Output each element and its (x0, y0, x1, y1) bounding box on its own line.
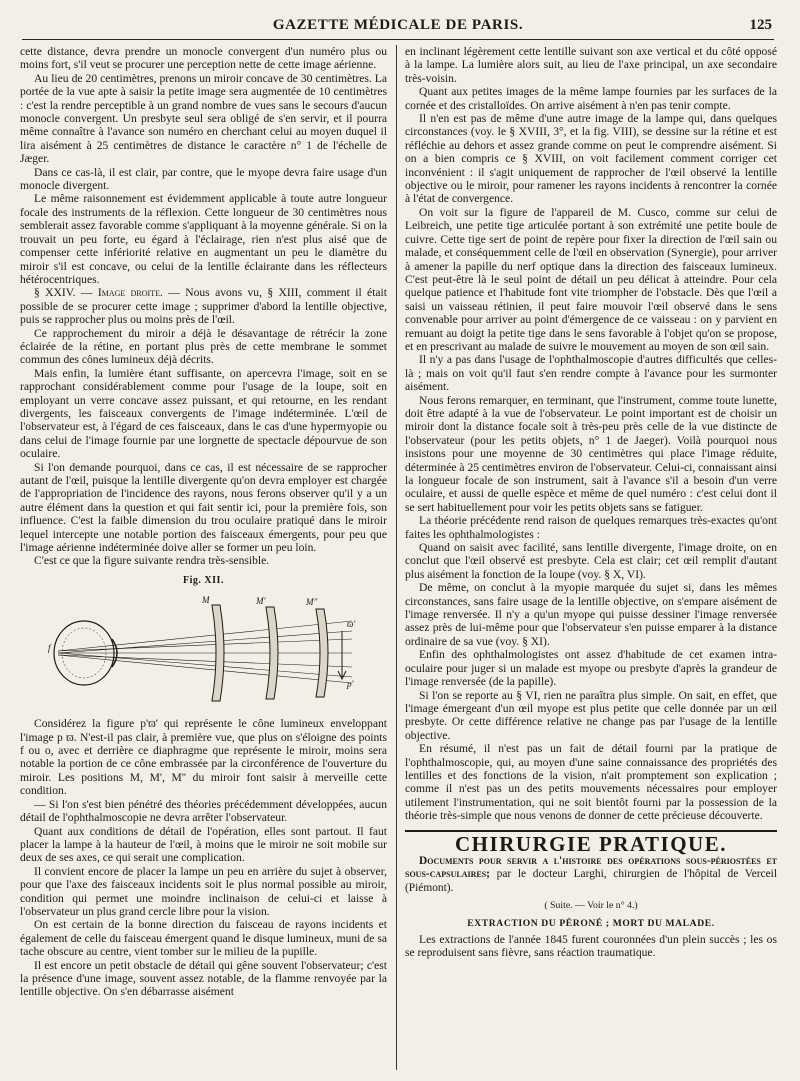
paragraph: On est certain de la bonne direction du faisceau de rayons incidents et également de celle du faisceau émergent quand le disque lumineux, muni de sa tache obscure au centre, vient tomber sur le milieu de la pupille. (20, 918, 387, 959)
paragraph: Dans ce cas-là, il est clair, par contre, que le myope devra faire usage d'un monocle divergent. (20, 165, 387, 193)
page-header (22, 17, 774, 40)
right-column (405, 45, 777, 1075)
column-divider (396, 45, 397, 1070)
subsection-heading: EXTRACTION DU PÉRONÉ ; MORT DU MALADE. (467, 917, 715, 929)
label-p-prime: ϖ' (346, 619, 355, 630)
paragraph: Il convient encore de placer la lampe un peu en arrière du sujet à observer, pour que l'axe des faisceaux incidents soit le plus normal possible au miroir, condition qui permet une moindre inclinaison de celui-ci et laisse à l'observateur un plus grand cercle libre pour la vision. (20, 864, 387, 918)
paragraph: Quant aux conditions de détail de l'opération, elles sont partout. Il faut placer la lampe à la hauteur de l'œil, à moins que le miroir ne soit mobile sur deux de ses axes, ce qui serait une complication. (20, 824, 387, 865)
section-heading: Image droite. (97, 286, 163, 300)
paragraph: Il n'y a pas dans l'usage de l'ophthalmoscopie d'autres difficultés que celles-là ; mais on voit qu'il faut s'en rendre compte à l'avance pour les surmonter aisément. (405, 353, 777, 394)
section-number: § XXIV. — (34, 286, 98, 300)
paragraph: La théorie précédente rend raison de quelques remarques très-exactes qu'ont faites les ophthalmologistes : (405, 514, 777, 541)
label-p: p' (346, 679, 353, 690)
paragraph: Les extractions de l'année 1845 furent couronnées d'un plein succès ; les os se reproduisent sans fièvre, sans réaction traumatique. (405, 933, 777, 960)
paragraph: On voit sur la figure de l'appareil de M. Cusco, comme sur celui de Leibreich, une petite tige articulée portant à son extrémité une petite boule de cuivre. Cette tige sert de point de repère pour fixer la direction de l'œil sain ou malade, et conséquemment celle de l'œil en observation (Synergie), pour arriver à amener la papille du nerf optique dans la direction des faisceaux lumineux. C'est peut-être là le seul point de détail un peu délicat à atteindre. Pour cela quelque patience et l'habitude font vite triompher de l'obstacle. Dès que l'œil a saisi un vaisseau rétinien, il peut faire mouvoir l'œil observé dans le sens convenable pour arriver au point d'émergence de ce vaisseau : on y parvient en remuant au doigt la petite tige dans le sens favorable à l'objet qu'on se propose, et en prescrivant au malade de suivre le mouvement au moyen de son œil sain. (405, 205, 777, 353)
chirurgie-section (405, 830, 777, 960)
continuation-note: ( Suite. — Voir le n° 4.) (544, 900, 638, 912)
paragraph: — Si l'on s'est bien pénétré des théories précédemment développées, aucun détail de l'ophthalmoscopie ne devra arrêter l'observateur. (20, 797, 387, 825)
label-m-double-prime: M'' (305, 597, 317, 608)
paragraph-text: — Nous avons vu, § XIII, comment il était possible de se procurer cette image ; supprimer d'abord la lentille objective, puis se rapprocher plus ou moins près de l'œil. (20, 286, 387, 327)
paragraph: C'est ce que la figure suivante rendra très-sensible. (34, 554, 270, 568)
label-f: f (47, 643, 51, 654)
paragraph-section-xxiv (20, 286, 387, 326)
paragraph: Quant aux petites images de la même lampe fournies par les surfaces de la cornée et des cristalloïdes. On arrive aisément à n'en pas tenir compte. (405, 85, 777, 112)
page-number: 125 (749, 17, 772, 33)
paragraph: Considérez la figure p'ϖ' qui représente le cône lumineux enveloppant l'image p ϖ. N'est-il pas clair, à première vue, que plus on s'éloigne des points f ou o, avec et derrière ce diaphragme que représente le miroir, moins sera notable la portion de ce cône embrassée par la circonférence de l'ouverture du miroir. Les positions M, M', M'' du miroir font saisir à merveille cette condition. (20, 717, 387, 798)
article-heading (405, 855, 777, 895)
label-m-prime: M' (255, 596, 265, 607)
figure-xii (20, 574, 387, 709)
paragraph: en inclinant légèrement cette lentille suivant son axe vertical et du côté opposé à la lampe. La lumière alors suit, au lieu de l'axe principal, un axe secondaire très-voisin. (405, 45, 777, 85)
paragraph: Quand on saisit avec facilité, sans lentille divergente, l'image droite, on en conclut que l'œil observé est presbyte. Cela est clair; cet œil remplit d'autant plus aisément la fonction de la loupe (voy. § X, VI). (405, 541, 777, 581)
eye-lens-diagram (34, 591, 374, 709)
paragraph: Si l'on se reporte au § VI, rien ne paraîtra plus simple. On sait, en effet, que l'image émergeant d'un œil myope est plus petite que celle donnée par un œil presbyte. Or cette différence relative ne change pas par l'usage de la lentille objective. (405, 688, 777, 742)
journal-title: GAZETTE MÉDICALE DE PARIS. (272, 17, 524, 33)
paragraph: Ce rapprochement du miroir a déjà le désavantage de rétrécir la zone éclairée de la rétine, en portant plus près de cette membrane le sommet commun des cônes lumineux déjà décrits. (20, 326, 387, 367)
section-title: CHIRURGIE PRATIQUE. (455, 831, 727, 856)
light-rays (58, 621, 352, 683)
figure-label: Fig. XII. (183, 574, 224, 586)
left-column (20, 45, 387, 1075)
paragraph: De même, on conclut à la myopie marquée du sujet si, dans les mêmes circonstances, sans faire usage de la lentille objective, on s'empare aisément de l'image renversée. Il n'y a qu'un myope qui puisse dessiner l'image renversée assez près de lui-même pour que l'observateur s'en puisse emparer à la distance ordinaire de sa vue (voy. § XI). (405, 581, 777, 648)
paragraph: cette distance, devra prendre un monocle convergent d'un numéro plus ou moins fort, s'il veut se procurer une perception nette de cette image aérienne. (20, 45, 387, 72)
paragraph: En résumé, il n'est pas un fait de détail fourni par la pratique de l'ophthalmoscopie, qui, au moyen d'une saine connaissance des propriétés des lentilles et des fonctions de la vision, n'ait promptement son explication ; comme il n'est pas un des petits mouvements nécessaires pour employer utilement l'instrumentation, qui ne soit bientôt fourni par la possession de la théorie très-simple que nous venons de donner de cette précieuse découverte. (405, 742, 777, 823)
paragraph: Nous ferons remarquer, en terminant, que l'instrument, comme toute lunette, doit être adapté à la vue de l'observateur. Le point important est de choisir un miroir dont la distance focale soit à très-peu près celle de la vue distincte de l'observateur (pour les petits objets, n° 1 de Jaeger). Voilà pourquoi nous insistons pour une moyenne de 30 centimètres qui place l'image réduite, déterminée à 25 centimètres environ de l'observateur. Celui-ci, connaissant ainsi la longueur focale de son instrument, sait à l'avance s'il a besoin d'un verre oculaire, et aussi de quelle espèce et même de quel numéro : c'est celui dont il se sert habituellement pour voir les petits objets sans se fatiguer. (405, 393, 777, 514)
paragraph: Mais enfin, la lumière étant suffisante, on apercevra l'image, soit en se rapprochant considérablement comme pour l'usage de la loupe, soit en employant un verre concave assez puissant, et qui retourne, en les rendant divergents, les faisceaux convergents de l'image indéterminée. L'œil de l'observateur est, à l'égard de ces faisceaux, dans le cas d'une hypermyopie ou dans celui de l'image fournie par une lorgnette de spectacle dépourvue de son oculaire. (20, 366, 387, 461)
paragraph: Au lieu de 20 centimètres, prenons un miroir concave de 30 centimètres. La portée de la vue apte à saisir la petite image sera augmentée de 10 centimètres : c'est la rendre perceptible à un grand nombre de vues sans le secours d'aucun monocle convergent. Un presbyte seul sera obligé de s'en servir, et il pourra même connaître à l'avance son numéro en cherchant celui au moyen duquel il lira aisément à 25 centimètres de distance le caractère n° 1 de l'échelle de Jæger. (20, 71, 387, 166)
paragraph: Le même raisonnement est évidemment applicable à toute autre longueur focale des instruments de la réflexion. Cette longueur de 30 centimètres nous semblerait assez favorable comme s'appliquant à la moyenne générale. Si on la trouvait un peu forte, eu égard à l'éclairage, rien n'est plus aisé que de compenser cette infériorité relative en augmentant un peu le diamètre du miroir s'il est concave, ou celui de la lentille éclairante dans les réflecteurs hétérocentriques. (20, 192, 387, 286)
label-m: M (201, 595, 209, 606)
paragraph: Enfin des ophthalmologistes ont assez d'habitude de cet examen intra-oculaire pour juger si un malade est myope ou presbyte d'après la grandeur de l'image renversée (de la papille). (405, 648, 777, 689)
article-title: Documents pour servir a l'histoire des opérations sous-périostées et sous-capsulaires; (405, 854, 777, 881)
paragraph: Si l'on demande pourquoi, dans ce cas, il est nécessaire de se rapprocher autant de l'œil, puisque la lentille divergente qu'on devra employer est chargée de l'appropriation de l'incidence des rayons, nous ferons observer qu'il y a un autre élément dans la question et qui fait sentir ici, pour la première fois, son influence. C'est la faible dimension du trou oculaire pratiqué dans le miroir lequel intercepte une notable portion des faisceaux émergents, pour peu que l'image aérienne indéterminée doive aller se former un peu loin. (20, 460, 387, 555)
article-author: par le docteur Larghi, chirurgien de l'hôpital de Verceil (Piémont). (405, 868, 777, 894)
paragraph: Il n'en est pas de même d'une autre image de la lampe qui, dans quelques circonstances (voy. le § XVIII, 3°, et la fig. VIII), se dessine sur la rétine et est réfléchie au dehors et assez grande comme on peut le comprendre aisément. Si on a bien compris ce § XVIII, on voit facilement comment corriger cet inconvénient : il s'agit uniquement de rapprocher de l'œil observé la lentille objective ou le miroir, pour ramener les rayons incidents à rencontrer la cornée à l'état de convergence. (405, 112, 777, 206)
paragraph: Il est encore un petit obstacle de détail qui gêne souvent l'observateur; c'est la présence d'une image, souvent assez notable, de la flamme renvoyée par la lentille objective. On s'en débarrasse aisément (20, 958, 387, 999)
